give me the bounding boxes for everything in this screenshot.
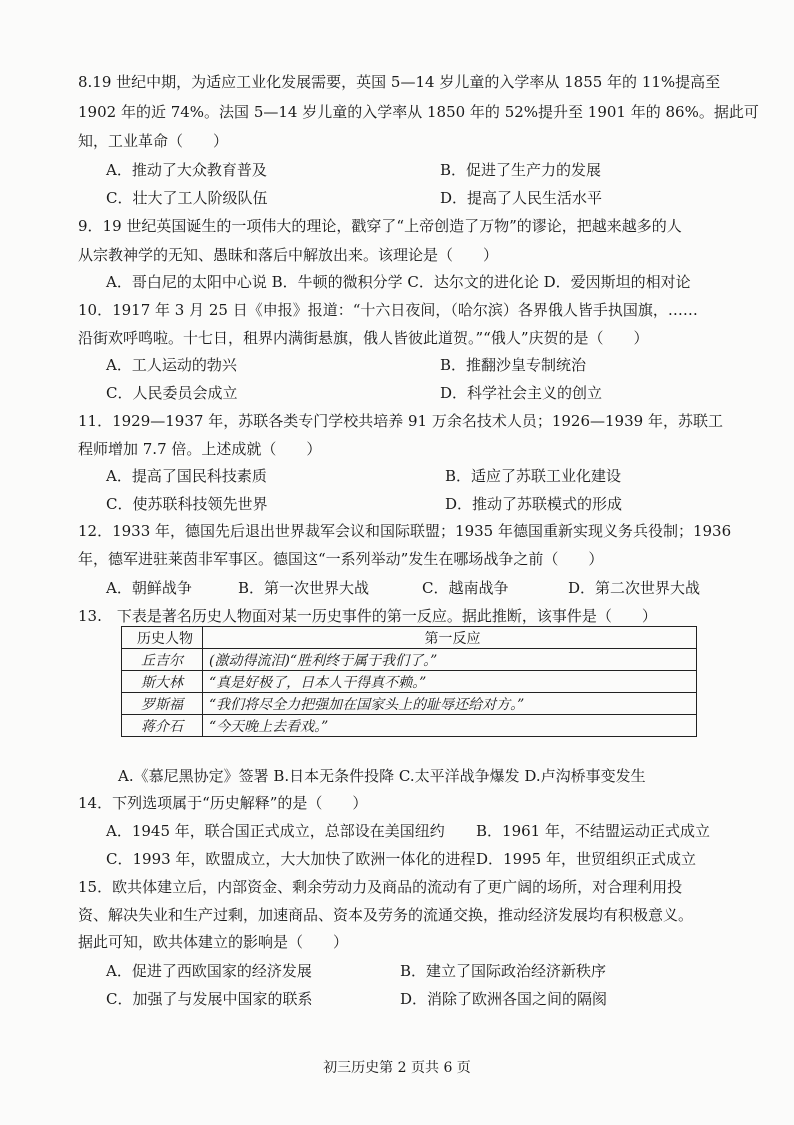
- q10-option-b: B．推翻沙皇专制统治: [440, 356, 587, 374]
- q10-option-d: D．科学社会主义的创立: [440, 384, 603, 402]
- q9-options: A．哥白尼的太阳中心说 B．牛顿的微积分学 C．达尔文的进化论 D．爱因斯坦的相对论: [106, 273, 691, 291]
- table-row: [122, 671, 697, 693]
- q10-option-a: A．工人运动的勃兴: [106, 356, 237, 374]
- table-row: [122, 715, 697, 737]
- table-cell-person: 斯大林: [122, 671, 203, 693]
- q11-stem-line2: 程师增加 7.7 倍。上述成就（ ）: [78, 440, 322, 458]
- q15-option-a: A．促进了西欧国家的经济发展: [106, 962, 312, 980]
- q8-option-c: C．壮大了工人阶级队伍: [106, 189, 268, 207]
- table-cell-person: 蒋介石: [122, 715, 203, 737]
- q10-stem-line2: 沿街欢呼鸣啦。十七日，租界内满街悬旗，俄人皆彼此道贺。”“俄人”庆贺的是（ ）: [78, 329, 649, 347]
- q13-table: [121, 626, 697, 737]
- q13-stem: 13. 下表是著名历史人物面对某一历史事件的第一反应。据此推断，该事件是（ ）: [78, 607, 657, 625]
- q12-option-a: A．朝鲜战争: [106, 579, 192, 597]
- table-header-row: [122, 627, 697, 649]
- q8-stem-line1: 8.19 世纪中期，为适应工业化发展需要，英国 5—14 岁儿童的入学率从 1855 年的 11%提高至: [78, 73, 721, 91]
- q10-option-c: C．人民委员会成立: [106, 384, 238, 402]
- q11-option-a: A．提高了国民科技素质: [106, 467, 267, 485]
- q14-stem: 14．下列选项属于“历史解释”的是（ ）: [78, 794, 368, 812]
- q14-option-b: B．1961 年，不结盟运动正式成立: [476, 822, 710, 840]
- q13-options: A.《慕尼黑协定》签署 B.日本无条件投降 C.太平洋战争爆发 D.卢沟桥事变发生: [118, 767, 646, 785]
- table-cell-person: 丘吉尔: [122, 649, 203, 671]
- q9-stem-line1: 9．19 世纪英国诞生的一项伟大的理论，戳穿了“上帝创造了万物”的谬论，把越来越多的人: [78, 217, 682, 235]
- q15-option-c: C．加强了与发展中国家的联系: [106, 990, 313, 1008]
- q8-option-b: B．促进了生产力的发展: [440, 161, 602, 179]
- table-header-cell: 第一反应: [203, 627, 697, 649]
- q15-stem-line2: 资、解决失业和生产过剩，加速商品、资本及劳务的流通交换，推动经济发展均有积极意义。: [78, 906, 694, 924]
- table-cell-reaction: “今天晚上去看戏。”: [203, 715, 697, 737]
- q15-option-b: B．建立了国际政治经济新秩序: [400, 962, 607, 980]
- q14-option-d: D．1995 年，世贸组织正式成立: [476, 850, 696, 868]
- q8-option-d: D．提高了人民生活水平: [440, 189, 603, 207]
- table-row: [122, 649, 697, 671]
- q8-stem-line3: 知，工业革命（ ）: [78, 132, 229, 150]
- q11-option-c: C．使苏联科技领先世界: [106, 495, 268, 513]
- q15-stem-line1: 15．欧共体建立后，内部资金、剩余劳动力及商品的流动有了更广阔的场所，对合理利用投: [78, 878, 683, 896]
- q9-stem-line2: 从宗教神学的无知、愚昧和落后中解放出来。该理论是（ ）: [78, 246, 499, 264]
- q11-stem-line1: 11．1929—1937 年，苏联各类专门学校共培养 91 万余名技术人员；1926—1939 年，苏联工: [78, 412, 723, 430]
- q12-stem-line1: 12．1933 年，德国先后退出世界裁军会议和国际联盟；1935 年德国重新实现义务兵役制；1936: [78, 522, 732, 540]
- table-cell-reaction: “真是好极了，日本人干得真不赖。”: [203, 671, 697, 693]
- q14-option-a: A．1945 年，联合国正式成立，总部设在美国纽约: [106, 822, 445, 840]
- q11-option-b: B．适应了苏联工业化建设: [445, 467, 622, 485]
- table-header-cell: 历史人物: [122, 627, 203, 649]
- q15-option-d: D．消除了欧洲各国之间的隔阂: [400, 990, 608, 1008]
- table-cell-person: 罗斯福: [122, 693, 203, 715]
- table-cell-reaction: “我们将尽全力把强加在国家头上的耻辱还给对方。”: [203, 693, 697, 715]
- q10-stem-line1: 10．1917 年 3 月 25 日《申报》报道：“十六日夜间，（哈尔滨）各界俄人皆手执国旗，……: [78, 301, 698, 319]
- q12-option-c: C．越南战争: [422, 579, 509, 597]
- table-cell-reaction: (激动得流泪)“胜利终于属于我们了。”: [203, 649, 697, 671]
- q14-option-c: C．1993 年，欧盟成立，大大加快了欧洲一体化的进程: [106, 850, 476, 868]
- q8-option-a: A．推动了大众教育普及: [106, 161, 267, 179]
- q12-option-d: D．第二次世界大战: [568, 579, 701, 597]
- q12-stem-line2: 年，德军进驻莱茵非军事区。德国这“一系列举动”发生在哪场战争之前（ ）: [78, 550, 604, 568]
- q8-stem-line2: 1902 年的近 74%。法国 5—14 岁儿童的入学率从 1850 年的 52%提升至 1901 年的 86%。据此可: [78, 103, 759, 121]
- page-footer: 初三历史第 2 页共 6 页: [323, 1060, 471, 1076]
- table-row: [122, 693, 697, 715]
- q15-stem-line3: 据此可知，欧共体建立的影响是（ ）: [78, 933, 349, 951]
- q12-option-b: B．第一次世界大战: [238, 579, 370, 597]
- q11-option-d: D．推动了苏联模式的形成: [445, 495, 623, 513]
